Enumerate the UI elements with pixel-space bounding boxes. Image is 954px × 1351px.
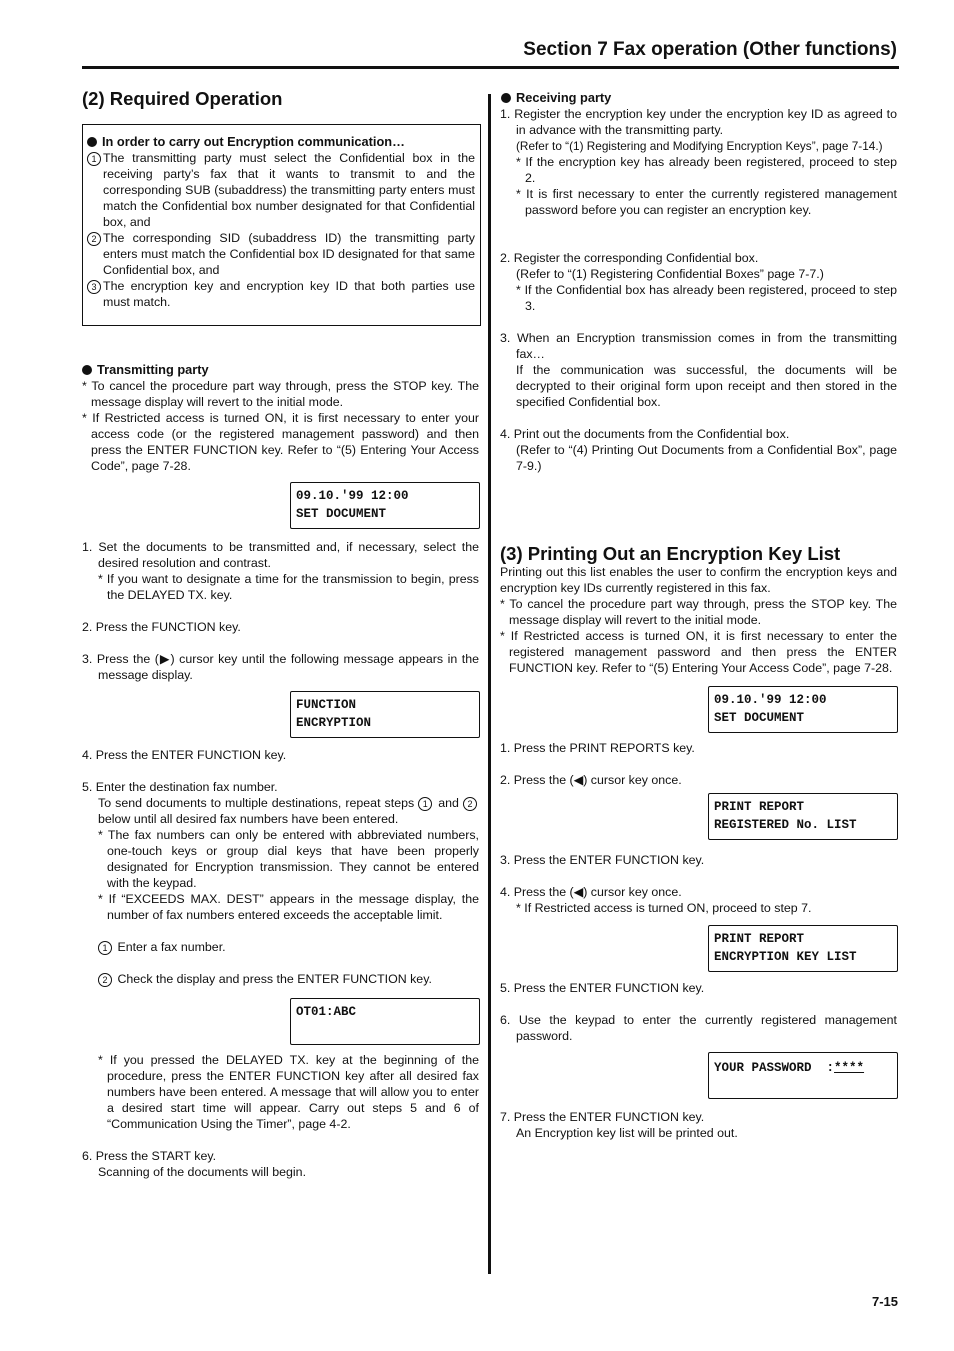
print-steps-5-6: 5. Press the ENTER FUNCTION key. 6. Use the keypad to enter the currently registered management password. — [500, 981, 897, 1043]
requirements-box-title: In order to carry out Encryption communication… — [87, 134, 405, 150]
circled-number-icon: 2 — [87, 232, 101, 246]
receiving-party-title: Receiving party — [501, 90, 611, 106]
column-divider — [488, 94, 491, 1274]
top-rule — [82, 66, 899, 69]
lcd-display-set-document: 09.10.'99 12:00 SET DOCUMENT — [290, 482, 480, 529]
circled-number-icon: 2 — [98, 973, 112, 987]
transmitting-notes: * To cancel the procedure part way through, press the STOP key. The message display will revert to the initial mode. * If Restricted access is turned ON, it is first necessary to enter your access code (or the registered management password) and then press the ENTER FUNCTION key. Refer to “(5) Entering Your Access Code”, page 7-28. — [82, 379, 479, 473]
requirements-list — [87, 150, 475, 310]
section-title: Section 7 Fax operation (Other functions) — [523, 39, 897, 60]
print-steps-1-2: 1. Press the PRINT REPORTS key. 2. Press the (◀) cursor key once. — [500, 741, 695, 787]
transmitting-party-title: Transmitting party — [82, 362, 209, 378]
transmit-steps-1-4: 1. Set the documents to be transmitted and, if necessary, select the desired resolution and contrast. * If you want to designate a time for the transmission to begin, press the DELAYED TX. key. 2. Press the FUNCTION key. 3. Press the (▶) cursor key until the following message appears in the message display. — [82, 540, 479, 682]
print-steps-3-4: 3. Press the ENTER FUNCTION key. 4. Press the (◀) cursor key once. * If Restricted access is turned ON, proceed to step 7. — [500, 853, 812, 915]
printing-key-list-heading: (3) Printing Out an Encryption Key List — [500, 543, 841, 564]
receiving-steps: 1. Register the encryption key under the encryption key ID as agreed to in advance with the transmitting party. (Refer to “(1) Registering and Modifying Encryption Keys”, page 7-14.) * If the encryption key has already been registered, proceed to step 2. * It is first necessary to enter the currently registered management password before you can register an encryption key. 2. Register the corresponding Confidential box. (Refer to “(1) Registering Confidential Boxes” page 7-7.) * If the Confidential box has already been registered, proceed to step 3. 3. When an Encryption transmission comes in from the transmitting fax… If the communication was successful, the documents will be decrypted to their original form upon receipt and then stored in the specified Confidential box. 4. Print out the documents from the Confidential box. (Refer to “(4) Printing Out Documents from a Confidential Box”, page 7-9.) — [500, 107, 897, 473]
requirement-item: 1 The transmitting party must select the Confidential box in the receiving party’s fax that it wants to transmit to and the corresponding SUB (subaddress) the transmitting party enters must match the Confidential box number designated for that Confidential box, and — [87, 150, 475, 230]
circled-number-icon: 1 — [418, 797, 432, 811]
page-number: 7-15 — [871, 1294, 898, 1309]
circled-number-icon: 2 — [463, 797, 477, 811]
transmit-steps-4-5: 4. Press the ENTER FUNCTION key. 5. Enter the destination fax number. To send documents to multiple destinations, repeat steps 1 and 2 below until all desired fax numbers have been entered. * The fax numbers can only be entered with abbreviated numbers, one-touch keys or group dial keys that have been properly designated for Encryption transmission. They cannot be entered with the keypad. * If “EXCEEDS MAX. DEST” appears in the message display, the number of fax numbers entered exceeds the acceptable limit. 1 Enter a fax number. 2 Check the display and press the ENTER FUNCTION key. — [82, 748, 479, 986]
lcd-display-destination: OT01:ABC — [290, 998, 480, 1045]
bullet-icon — [82, 365, 92, 375]
requirement-item: 3 The encryption key and encryption key ID that both parties use must match. — [87, 278, 475, 310]
bullet-icon — [87, 137, 97, 147]
lcd-display-registered-list: PRINT REPORT REGISTERED No. LIST — [708, 793, 898, 840]
printing-intro: Printing out this list enables the user to confirm the encryption keys and encryption key IDs currently registered in this fax. * To cancel the procedure part way through, press the STOP key. The message display will revert to the initial mode. * If Restricted access is turned ON, it is first necessary to enter the registered management password and then press the ENTER FUNCTION key. Refer to “(5) Entering Your Access Code”, page 7-28. — [500, 565, 897, 675]
bullet-icon — [501, 93, 511, 103]
circled-number-icon: 3 — [87, 280, 101, 294]
circled-number-icon: 1 — [98, 941, 112, 955]
lcd-display-function-encryption: FUNCTION ENCRYPTION — [290, 691, 480, 738]
circled-number-icon: 1 — [87, 152, 101, 166]
lcd-display-password: YOUR PASSWORD :**** — [708, 1052, 898, 1099]
print-step-7: 7. Press the ENTER FUNCTION key. An Encryption key list will be printed out. — [500, 1110, 738, 1140]
required-operation-heading: (2) Required Operation — [82, 88, 283, 109]
requirement-item: 2 The corresponding SID (subaddress ID) the transmitting party enters must match the Confidential box ID designated for that same Confidential box, and — [87, 230, 475, 278]
lcd-display-encryption-key-list: PRINT REPORT ENCRYPTION KEY LIST — [708, 925, 898, 972]
lcd-display-set-document: 09.10.'99 12:00 SET DOCUMENT — [708, 686, 898, 733]
transmit-steps-5-6: * If you pressed the DELAYED TX. key at the beginning of the procedure, press the ENTER FUNCTION key after all desired fax numbers have been entered. A message that will allow you to enter a desired start time will appear. Carry out steps 5 and 6 of “Communication Using the Timer”, page 4-2. 6. Press the START key. Scanning of the documents will begin. — [82, 1053, 479, 1179]
